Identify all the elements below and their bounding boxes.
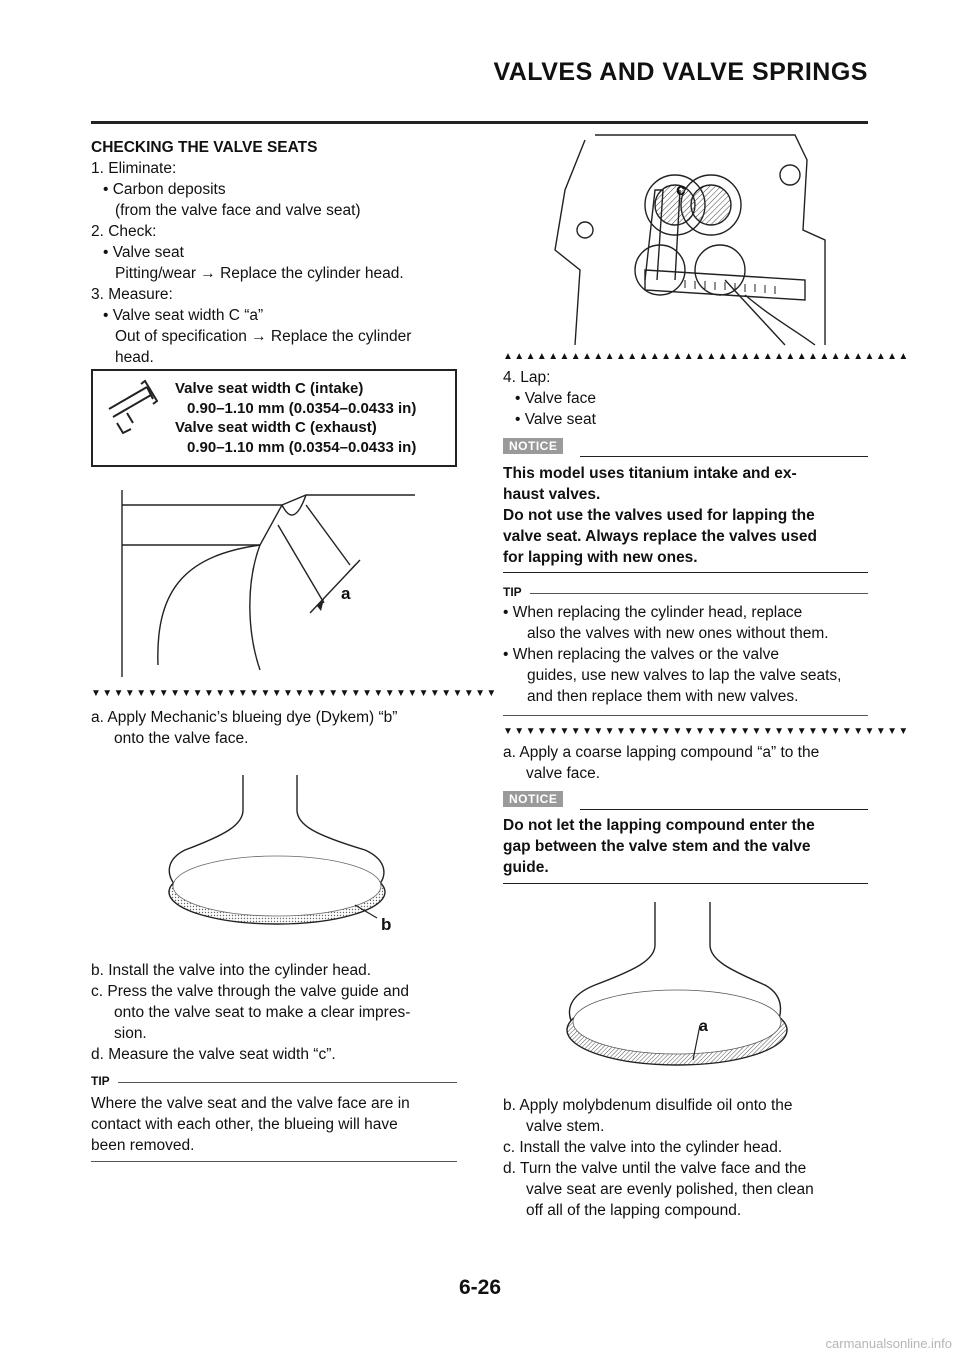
right-substep-a-line-1: a. Apply a coarse lapping compound “a” to the <box>503 744 820 761</box>
tip-rule-bottom <box>91 1161 457 1162</box>
spec-intake-label: Valve seat width C (intake) <box>175 380 364 397</box>
tip-right-rule-bottom <box>503 715 868 716</box>
page-title: VALVES AND VALVE SPRINGS <box>493 58 868 86</box>
substep-b: b. Install the valve into the cylinder head. <box>91 962 372 979</box>
left-tip <box>91 1093 461 1156</box>
right-substep-d: d. Turn the valve until the valve face and the <box>503 1160 807 1177</box>
figure-label-a: a <box>341 584 351 603</box>
notice-2-line-3: guide. <box>503 859 549 876</box>
step-1-bullet: • Carbon deposits <box>103 181 226 198</box>
notice-1-rule-top <box>580 456 868 457</box>
notice-badge-1 <box>503 437 563 455</box>
right-substep-b-cont: valve stem. <box>526 1118 605 1135</box>
notice-2-text <box>503 815 873 878</box>
step-4: 4. Lap: <box>503 369 551 386</box>
left-substeps-bcd <box>91 960 461 1065</box>
step-4-bullet-1: • Valve face <box>515 390 596 407</box>
caliper-icon <box>103 379 161 437</box>
tip-right-bullet-1: • When replacing the cylinder head, replace <box>503 604 803 621</box>
spec-exhaust-value: 0.90–1.10 mm (0.0354–0.0433 in) <box>187 438 417 456</box>
tip-line-2: contact with each other, the blueing will have <box>91 1116 398 1133</box>
step-2-bullet-sub: Pitting/wear → Replace the cylinder head. <box>115 265 404 282</box>
notice-1-line-1: This model uses titanium intake and ex- <box>503 465 797 482</box>
figure-label-c: c <box>676 180 686 199</box>
valve-blueing-figure <box>165 770 405 935</box>
procedure-start-marker: ▼▼▼▼▼▼▼▼▼▼▼▼▼▼▼▼▼▼▼▼▼▼▼▼▼▼▼▼▼▼▼▼▼▼▼▼ <box>91 688 498 699</box>
tip-right-rule-top <box>530 593 868 594</box>
spec-exhaust-label: Valve seat width C (exhaust) <box>175 419 377 436</box>
figure-label-a-right: a <box>699 1018 708 1035</box>
notice-badge-2 <box>503 790 563 808</box>
notice-label-1: NOTICE <box>503 438 563 454</box>
right-substep-c: c. Install the valve into the cylinder head. <box>503 1139 783 1156</box>
valve-seat-width-figure <box>110 485 430 685</box>
step-4-bullet-2: • Valve seat <box>515 411 596 428</box>
watermark: carmanualsonline.info <box>825 1336 952 1351</box>
notice-1-rule-bottom <box>503 572 868 573</box>
substep-d: d. Measure the valve seat width “c”. <box>91 1046 336 1063</box>
right-substep-b: b. Apply molybdenum disulfide oil onto the <box>503 1097 793 1114</box>
notice-label-2: NOTICE <box>503 791 563 807</box>
tip-right-bullet-1-cont: also the valves with new ones without them. <box>527 625 829 642</box>
substep-a: a. Apply Mechanic’s blueing dye (Dykem) “b” <box>91 709 398 726</box>
step-3-bullet-sub-2: head. <box>115 349 154 366</box>
spec-intake-value: 0.90–1.10 mm (0.0354–0.0433 in) <box>187 399 417 417</box>
section-heading: CHECKING THE VALVE SEATS <box>91 139 318 156</box>
tip-right-bullet-2: • When replacing the valves or the valve <box>503 646 779 663</box>
step-2-bullet: • Valve seat <box>103 244 184 261</box>
left-column <box>91 137 461 368</box>
step-3-bullet-sub-1: Out of specification → Replace the cylinder <box>115 328 412 345</box>
right-tip <box>503 602 873 707</box>
notice-1-line-2: haust valves. <box>503 486 601 503</box>
page-number: 6-26 <box>458 1276 502 1299</box>
tip-rule-top <box>118 1082 457 1083</box>
right-substep-a-line-2: valve face. <box>526 765 601 782</box>
step-2: 2. Check: <box>91 223 157 240</box>
notice-2-line-1: Do not let the lapping compound enter the <box>503 817 815 834</box>
substep-c: c. Press the valve through the valve guide and <box>91 983 409 1000</box>
substep-c-cont-1: onto the valve seat to make a clear impres- <box>114 1004 411 1021</box>
step-1: 1. Eliminate: <box>91 160 177 177</box>
notice-2-rule-top <box>580 809 868 810</box>
tip-line-1: Where the valve seat and the valve face are in <box>91 1095 410 1112</box>
notice-1-line-3: Do not use the valves used for lapping the <box>503 507 815 524</box>
step-3: 3. Measure: <box>91 286 173 303</box>
notice-1-line-5: for lapping with new ones. <box>503 549 698 566</box>
tip-right-bullet-2-cont-2: and then replace them with new valves. <box>527 688 799 705</box>
right-substep-d-cont-2: off all of the lapping compound. <box>526 1202 742 1219</box>
right-substep-d-cont-1: valve seat are evenly polished, then clean <box>526 1181 814 1198</box>
procedure-end-marker: ▲▲▲▲▲▲▲▲▲▲▲▲▲▲▲▲▲▲▲▲▲▲▲▲▲▲▲▲▲▲▲▲▲▲▲▲ <box>503 351 910 362</box>
step-3-bullet: • Valve seat width C “a” <box>103 307 264 324</box>
cylinder-head-measure-figure <box>545 130 845 345</box>
valve-lapping-compound-figure <box>555 900 795 1075</box>
tip-label: TIP <box>91 1074 110 1088</box>
spec-box <box>91 369 457 467</box>
notice-2-rule-bottom <box>503 883 868 884</box>
figure-label-b: b <box>381 915 392 934</box>
right-substeps-bcd <box>503 1095 873 1221</box>
notice-1-text <box>503 463 873 568</box>
spec-text <box>175 379 416 457</box>
substep-c-cont-2: sion. <box>114 1025 147 1042</box>
tip-right-bullet-2-cont-1: guides, use new valves to lap the valve seats, <box>527 667 842 684</box>
left-substeps-a <box>91 707 461 749</box>
right-substep-a <box>503 742 873 784</box>
procedure-start-marker-right: ▼▼▼▼▼▼▼▼▼▼▼▼▼▼▼▼▼▼▼▼▼▼▼▼▼▼▼▼▼▼▼▼▼▼▼▼ <box>503 726 910 737</box>
notice-2-line-2: gap between the valve stem and the valve <box>503 838 811 855</box>
substep-a-cont: onto the valve face. <box>114 730 249 747</box>
header-rule <box>91 121 868 124</box>
notice-1-line-4: valve seat. Always replace the valves used <box>503 528 817 545</box>
tip-label-right: TIP <box>503 585 522 599</box>
step-1-bullet-sub: (from the valve face and valve seat) <box>115 202 361 219</box>
right-step-4 <box>503 367 873 430</box>
tip-line-3: been removed. <box>91 1137 195 1154</box>
